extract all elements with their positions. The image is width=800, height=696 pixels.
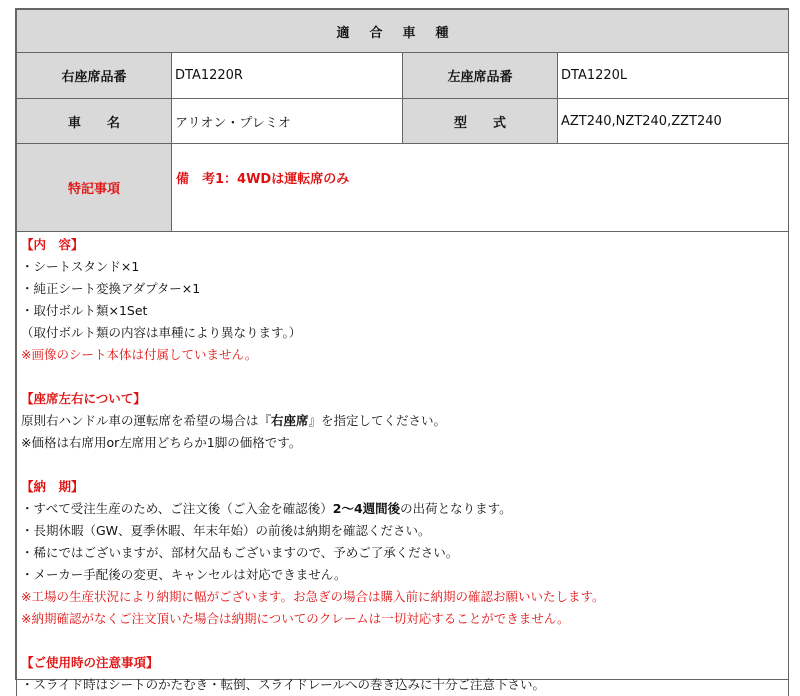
spec-table [16, 9, 789, 696]
delivery-line4: ・メーカー手配後の変更、キャンセルは対応できません。 [21, 564, 788, 586]
right-seat-value: DTA1220R [172, 53, 403, 99]
right-seat-label: 右座席品番 [17, 53, 172, 99]
notes-label: 特記事項 [17, 144, 172, 232]
model-value: AZT240,NZT240,ZZT240 [558, 99, 789, 144]
contents-item: （取付ボルト類の内容は車種により異なります。） [21, 322, 788, 344]
contents-heading: 【内 容】 [21, 234, 788, 256]
caution-heading: 【ご使用時の注意事項】 [21, 652, 788, 674]
caution-line1: ・スライド時はシートのかたむき・転倒、スライドレールへの巻き込みに十分ご注意下さい。 [21, 674, 788, 696]
notes-value: 備 考1：4WDは運転席のみ [172, 144, 789, 232]
delivery-warning2: ※納期確認がなくご注文頂いた場合は納期についてのクレームは一切対応することができません。 [21, 608, 788, 630]
delivery-line1: ・すべて受注生産のため、ご注文後（ご入金を確認後）2～4週間後の出荷となります。 [21, 498, 788, 520]
left-seat-label: 左座席品番 [403, 53, 558, 99]
model-label: 型 式 [403, 99, 558, 144]
details-content [17, 234, 788, 696]
table-title: 適合車種 [17, 10, 789, 53]
seat-side-heading: 【座席左右について】 [21, 388, 788, 410]
seat-side-line1: 原則右ハンドル車の運転席を希望の場合は『右座席』を指定してください。 [21, 410, 788, 432]
delivery-line3: ・稀にではございますが、部材欠品もございますので、予めご了承ください。 [21, 542, 788, 564]
delivery-warning1: ※工場の生産状況により納期に幅がございます。お急ぎの場合は購入前に納期の確認お願いいたします。 [21, 586, 788, 608]
contents-item: ・シートスタンド×1 [21, 256, 788, 278]
left-seat-value: DTA1220L [558, 53, 789, 99]
delivery-line2: ・長期休暇（GW、夏季休暇、年末年始）の前後は納期を確認ください。 [21, 520, 788, 542]
car-name-label: 車 名 [17, 99, 172, 144]
contents-item: ・純正シート変換アダプター×1 [21, 278, 788, 300]
delivery-heading: 【納 期】 [21, 476, 788, 498]
seat-side-line2: ※価格は右席用or左席用どちらか1脚の価格です。 [21, 432, 788, 454]
contents-warning: ※画像のシート本体は付属していません。 [21, 344, 788, 366]
contents-item: ・取付ボルト類×1Set [21, 300, 788, 322]
details-cell [17, 232, 789, 696]
car-name-value: アリオン・プレミオ [172, 99, 403, 144]
spec-sheet [15, 8, 789, 680]
